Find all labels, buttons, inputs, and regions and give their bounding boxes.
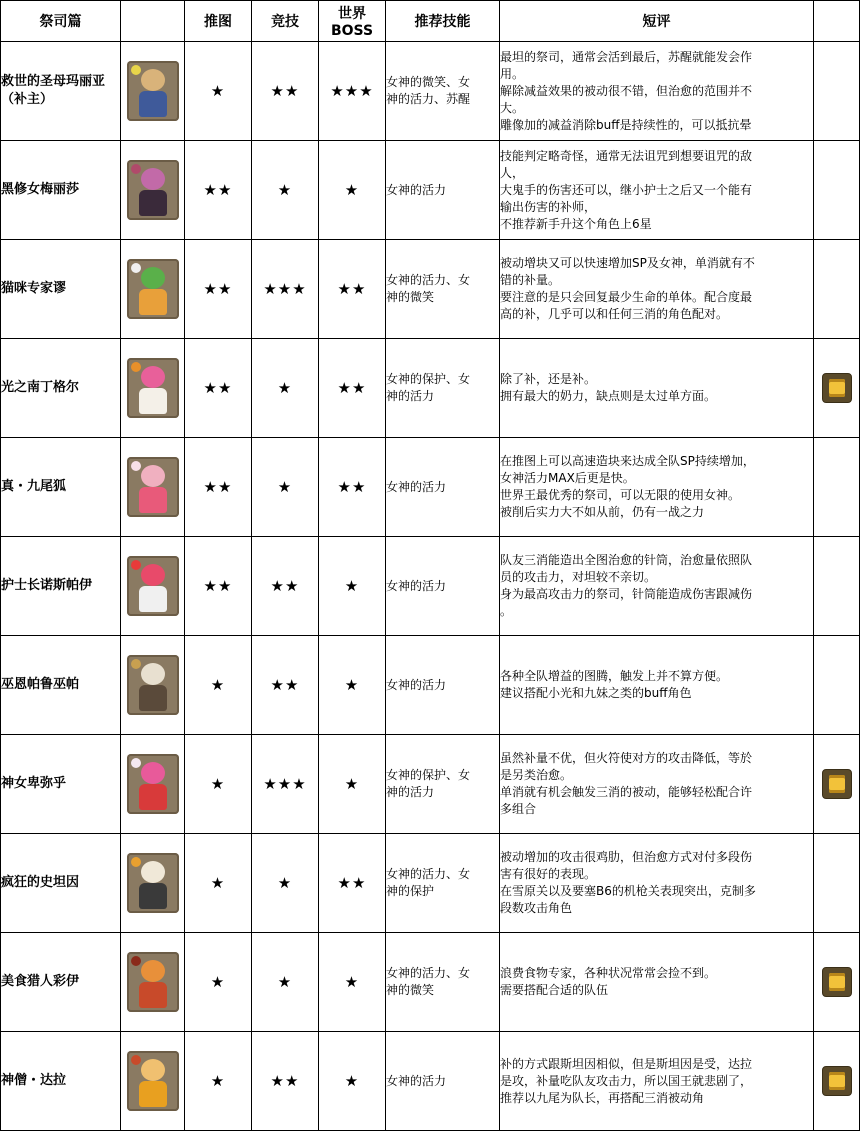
character-name-line: 疯狂的史坦因 xyxy=(1,875,80,890)
recommended-skills xyxy=(386,636,500,735)
recommended-skills xyxy=(386,240,500,339)
portrait-cell xyxy=(121,834,185,933)
character-name-line: 护士长诺斯帕伊 xyxy=(1,578,93,593)
scroll-item-icon xyxy=(822,1066,852,1096)
character-name-line: 救世的圣母玛丽亚 xyxy=(1,74,106,89)
world-boss-rating: ★ xyxy=(319,933,386,1032)
arena-rating: ★★★ xyxy=(252,735,319,834)
recommended-skills xyxy=(386,339,500,438)
review-line: 拥有最大的奶力，缺点则是太过单方面。 xyxy=(500,389,717,403)
review-line: 员的攻击力，对坦较不亲切。 xyxy=(500,570,657,584)
portrait-cell xyxy=(121,339,185,438)
review-line: 虽然补量不优，但火符使对方的攻击降低，等於 xyxy=(500,751,753,765)
review-line: 大鬼手的伤害还可以，继小护士之后又一个能有 xyxy=(500,182,753,197)
short-review xyxy=(500,438,814,537)
character-name-line: 美食猎人彩伊 xyxy=(1,974,80,989)
portrait-cell xyxy=(121,735,185,834)
item-cell xyxy=(814,42,860,141)
portrait-cell xyxy=(121,636,185,735)
review-line: 是另类治愈。 xyxy=(500,768,573,782)
arena-rating: ★★ xyxy=(252,42,319,141)
table-row xyxy=(1,141,860,240)
character-portrait-icon xyxy=(127,1051,179,1111)
item-cell xyxy=(814,735,860,834)
review-line: 被动增加的攻击很鸡肋，但治愈方式对付多段伤 xyxy=(500,850,753,864)
review-line: 需要搭配合适的队伍 xyxy=(500,983,609,997)
table-row xyxy=(1,834,860,933)
header-class-name: 祭司篇 xyxy=(1,1,121,42)
world-boss-rating: ★ xyxy=(319,141,386,240)
character-portrait-icon xyxy=(127,853,179,913)
skill-line: 女神的活力 xyxy=(386,677,447,692)
review-line: 推荐以九尾为队长，再搭配三消被动角 xyxy=(500,1090,705,1105)
table-row xyxy=(1,933,860,1032)
review-line: 错的补量。 xyxy=(500,273,561,287)
arena-rating: ★ xyxy=(252,141,319,240)
review-line: 高的补，几乎可以和任何三消的角色配对。 xyxy=(500,307,729,321)
arena-rating: ★ xyxy=(252,834,319,933)
world-boss-rating: ★ xyxy=(319,537,386,636)
character-name xyxy=(1,834,121,933)
scroll-item-icon xyxy=(822,373,852,403)
table-row xyxy=(1,240,860,339)
push-rating: ★★ xyxy=(185,141,252,240)
skill-line: 神的活力 xyxy=(386,389,435,403)
skill-line: 女神的保护、女 xyxy=(386,372,471,386)
arena-rating: ★★★ xyxy=(252,240,319,339)
item-cell xyxy=(814,240,860,339)
skill-line: 神的活力、苏醒 xyxy=(386,92,471,106)
character-name-line: 光之南丁格尔 xyxy=(1,380,80,395)
portrait-cell xyxy=(121,240,185,339)
push-rating: ★★ xyxy=(185,438,252,537)
character-portrait-icon xyxy=(127,655,179,715)
skill-line: 女神的保护、女 xyxy=(386,768,471,782)
world-boss-rating: ★★ xyxy=(319,339,386,438)
character-portrait-icon xyxy=(127,457,179,517)
world-boss-rating: ★ xyxy=(319,1032,386,1131)
push-rating: ★ xyxy=(185,636,252,735)
review-line: 世界王最优秀的祭司，可以无限的使用女神。 xyxy=(500,488,741,502)
skill-line: 神的保护 xyxy=(386,884,435,898)
short-review xyxy=(500,240,814,339)
review-line: 。 xyxy=(500,604,513,618)
character-portrait-icon xyxy=(127,160,179,220)
review-line: 解除减益效果的被动很不错，但治愈的范围并不 xyxy=(500,83,753,98)
review-line: 女神活力MAX后更是快。 xyxy=(500,471,635,485)
push-rating: ★ xyxy=(185,1032,252,1131)
review-line: 人， xyxy=(500,165,525,180)
header-push: 推图 xyxy=(185,1,252,42)
short-review xyxy=(500,1032,814,1131)
recommended-skills xyxy=(386,735,500,834)
table-row xyxy=(1,339,860,438)
skill-line: 女神的活力 xyxy=(386,479,447,494)
portrait-cell xyxy=(121,438,185,537)
character-name xyxy=(1,636,121,735)
character-name-line: 猫咪专家谬 xyxy=(1,281,67,296)
world-boss-rating: ★ xyxy=(319,636,386,735)
character-name xyxy=(1,438,121,537)
character-name-line: 黑修女梅丽莎 xyxy=(1,182,80,197)
table-row xyxy=(1,735,860,834)
skill-line: 神的微笑 xyxy=(386,983,435,997)
item-cell xyxy=(814,339,860,438)
table-row xyxy=(1,537,860,636)
character-name-line: 真・九尾狐 xyxy=(1,479,67,494)
arena-rating: ★ xyxy=(252,933,319,1032)
header-review: 短评 xyxy=(500,1,814,42)
character-name xyxy=(1,537,121,636)
character-portrait-icon xyxy=(127,952,179,1012)
short-review xyxy=(500,42,814,141)
character-name xyxy=(1,735,121,834)
review-line: 建议搭配小光和九妹之类的buff角色 xyxy=(500,686,692,700)
short-review xyxy=(500,339,814,438)
table-row xyxy=(1,1032,860,1131)
header-portrait xyxy=(121,1,185,42)
world-boss-rating: ★★ xyxy=(319,438,386,537)
world-boss-rating: ★ xyxy=(319,735,386,834)
portrait-cell xyxy=(121,1032,185,1131)
table-row xyxy=(1,636,860,735)
world-boss-rating: ★★★ xyxy=(319,42,386,141)
world-boss-rating: ★★ xyxy=(319,240,386,339)
skill-line: 神的活力 xyxy=(386,785,435,799)
portrait-cell xyxy=(121,42,185,141)
item-cell xyxy=(814,933,860,1032)
character-name xyxy=(1,240,121,339)
recommended-skills xyxy=(386,141,500,240)
review-line: 是攻，补量吃队友攻击力，所以国王就悲剧了， xyxy=(500,1073,753,1088)
header-skills: 推荐技能 xyxy=(386,1,500,42)
short-review xyxy=(500,735,814,834)
review-line: 被削后实力大不如从前，仍有一战之力 xyxy=(500,505,705,519)
review-line: 补的方式跟斯坦因相似，但是斯坦因是受，达拉 xyxy=(500,1056,753,1071)
skill-line: 女神的活力、女 xyxy=(386,966,471,980)
short-review xyxy=(500,141,814,240)
character-name-line: 神僧・达拉 xyxy=(1,1073,67,1088)
arena-rating: ★★ xyxy=(252,1032,319,1131)
header-extra xyxy=(814,1,860,42)
review-line: 身为最高攻击力的祭司，针筒能造成伤害跟减伤 xyxy=(500,587,753,601)
recommended-skills xyxy=(386,834,500,933)
skill-line: 女神的活力 xyxy=(386,578,447,593)
review-line: 害有很好的表现。 xyxy=(500,867,597,881)
character-name-line: （补主） xyxy=(1,92,54,107)
review-line: 最坦的祭司，通常会活到最后，苏醒就能发会作 xyxy=(500,49,753,64)
review-line: 在雪原关以及要塞B6的机枪关表现突出，克制多 xyxy=(500,884,756,898)
character-name xyxy=(1,933,121,1032)
portrait-cell xyxy=(121,141,185,240)
character-portrait-icon xyxy=(127,358,179,418)
character-name xyxy=(1,339,121,438)
item-cell xyxy=(814,438,860,537)
review-line: 除了补，还是补。 xyxy=(500,372,597,386)
character-name-line: 神女卑弥乎 xyxy=(1,776,67,791)
short-review xyxy=(500,933,814,1032)
recommended-skills xyxy=(386,537,500,636)
header-row xyxy=(1,1,860,42)
short-review xyxy=(500,834,814,933)
skill-line: 女神的活力 xyxy=(386,182,447,197)
review-line: 在推图上可以高速造块来达成全队SP持续增加， xyxy=(500,454,755,468)
character-portrait-icon xyxy=(127,556,179,616)
scroll-item-icon xyxy=(822,967,852,997)
arena-rating: ★ xyxy=(252,438,319,537)
character-portrait-icon xyxy=(127,61,179,121)
item-cell xyxy=(814,636,860,735)
item-cell xyxy=(814,834,860,933)
scroll-item-icon xyxy=(822,769,852,799)
character-name xyxy=(1,141,121,240)
recommended-skills xyxy=(386,933,500,1032)
portrait-cell xyxy=(121,537,185,636)
skill-line: 女神的活力 xyxy=(386,1073,447,1088)
push-rating: ★★ xyxy=(185,240,252,339)
world-boss-rating: ★★ xyxy=(319,834,386,933)
item-cell xyxy=(814,1032,860,1131)
character-name-line: 巫恩帕鲁巫帕 xyxy=(1,677,80,692)
header-arena: 竞技 xyxy=(252,1,319,42)
push-rating: ★ xyxy=(185,735,252,834)
character-portrait-icon xyxy=(127,259,179,319)
review-line: 段数攻击角色 xyxy=(500,901,573,915)
arena-rating: ★ xyxy=(252,339,319,438)
skill-line: 神的微笑 xyxy=(386,290,435,304)
push-rating: ★★ xyxy=(185,339,252,438)
character-name xyxy=(1,1032,121,1131)
recommended-skills xyxy=(386,1032,500,1131)
table-row xyxy=(1,438,860,537)
review-line: 用。 xyxy=(500,66,525,81)
header-world-boss: 世界BOSS xyxy=(319,1,386,42)
skill-line: 女神的活力、女 xyxy=(386,273,471,287)
skill-line: 女神的活力、女 xyxy=(386,867,471,881)
push-rating: ★ xyxy=(185,933,252,1032)
item-cell xyxy=(814,537,860,636)
short-review xyxy=(500,636,814,735)
character-name xyxy=(1,42,121,141)
review-line: 大。 xyxy=(500,100,525,115)
arena-rating: ★★ xyxy=(252,636,319,735)
arena-rating: ★★ xyxy=(252,537,319,636)
skill-line: 女神的微笑、女 xyxy=(386,75,471,89)
review-line: 被动增块又可以快速增加SP及女神，单消就有不 xyxy=(500,256,755,270)
review-line: 各种全队增益的图腾，触发上并不算方便。 xyxy=(500,669,729,683)
review-line: 多组合 xyxy=(500,802,537,816)
table-row xyxy=(1,42,860,141)
review-line: 单消就有机会触发三消的被动，能够轻松配合许 xyxy=(500,785,753,799)
review-line: 技能判定略奇怪，通常无法诅咒到想要诅咒的敌 xyxy=(500,148,753,163)
review-line: 不推荐新手升这个角色上6星 xyxy=(500,216,652,231)
short-review xyxy=(500,537,814,636)
review-line: 队友三消能造出全图治愈的针筒，治愈量依照队 xyxy=(500,553,753,567)
push-rating: ★ xyxy=(185,834,252,933)
review-line: 输出伤害的补师， xyxy=(500,199,597,214)
push-rating: ★ xyxy=(185,42,252,141)
item-cell xyxy=(814,141,860,240)
review-line: 雕像加的减益消除buff是持续性的，可以抵抗晕 xyxy=(500,117,752,132)
character-portrait-icon xyxy=(127,754,179,814)
push-rating: ★★ xyxy=(185,537,252,636)
review-line: 浪费食物专家，各种状况常常会捡不到。 xyxy=(500,966,717,980)
review-line: 要注意的是只会回复最少生命的单体。配合度最 xyxy=(500,290,753,304)
recommended-skills xyxy=(386,438,500,537)
recommended-skills xyxy=(386,42,500,141)
portrait-cell xyxy=(121,933,185,1032)
